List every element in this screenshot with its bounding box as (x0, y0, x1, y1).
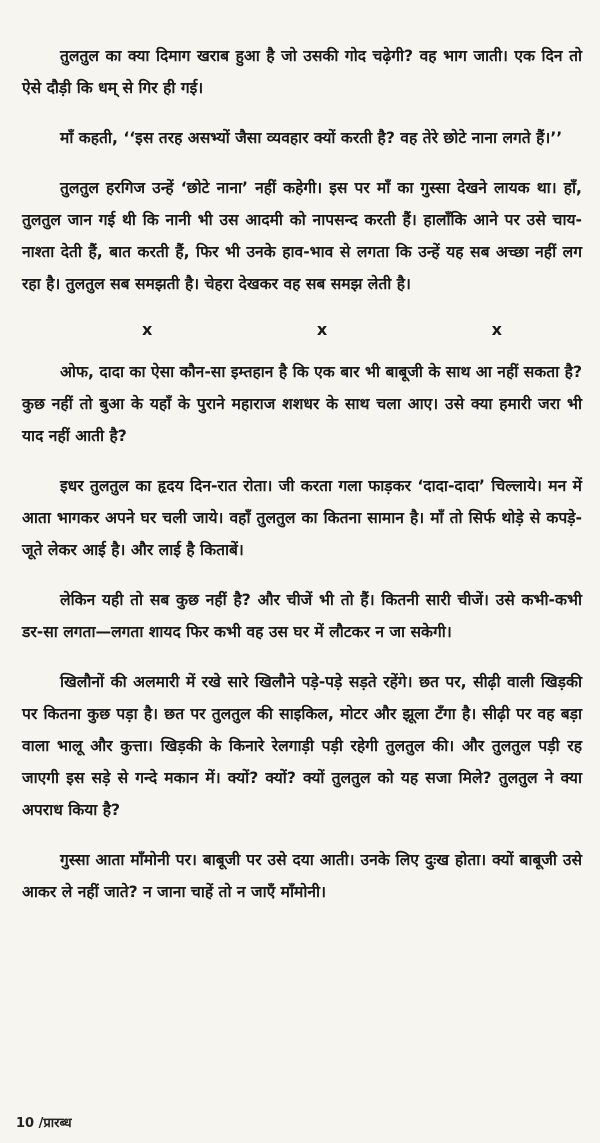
paragraph-5: इधर तुलतुल का हृदय दिन-रात रोता। जी करता गला फाड़कर ‘दादा-दादा’ चिल्लाये। मन में आता भागकर अपने घर चली जाये। वहाँ तुलतुल का कितना सामान है। माँ तो सिर्फ थोड़े से कपड़े-जूते लेकर आई है। और लाई है किताबें। (22, 477, 582, 559)
separator-mark: x (316, 320, 328, 339)
page-footer: 10 /प्रारब्ध (16, 1116, 72, 1131)
separator-mark: x (142, 320, 153, 339)
paragraph-1: तुलतुल का क्या दिमाग खराब हुआ है जो उसकी गोद चढ़ेगी? वह भाग जाती। एक दिन तो ऐसे दौड़ी कि धम् से गिर ही गई। (22, 47, 582, 97)
paragraph-7: खिलौनों की अलमारी में रखे सारे खिलौने पड़े-पड़े सड़ते रहेंगे। छत पर, सीढ़ी वाली खिड़की पर कितना कुछ पड़ा है। छत पर तुलतुल की साइकिल, मोटर और झूला टँगा है। सीढ़ी पर वह बड़ा वाला भालू और कुत्ता। खिड़की के किनारे रेलगाड़ी पड़ी रहेगी तुलतुल की। और तुलतुल पड़ी रह जाएगी इस सड़े से गन्दे मकान में। क्यों? क्यों? क्यों तुलतुल को यह सजा मिले? तुलतुल ने क्या अपराध किया है? (22, 673, 582, 819)
paragraph-8: गुस्सा आता माँमोनी पर। बाबूजी पर उसे दया आती। उनके लिए दुःख होता। क्यों बाबूजी उसे आकर ले नहीं जाते? न जाना चाहें तो न जाएँ माँमोनी। (22, 851, 582, 901)
paragraph-6: लेकिन यही तो सब कुछ नहीं है? और चीजें भी तो हैं। कितनी सारी चीजें। उसे कभी-कभी डर-सा लगता—लगता शायद फिर कभी वह उस घर में लौटकर न जा सकेगी। (22, 591, 582, 641)
section-separator (102, 318, 502, 342)
separator-mark: x (491, 320, 502, 339)
paragraph-4: ओफ, दादा का ऐसा कौन-सा इम्तहान है कि एक बार भी बाबूजी के साथ आ नहीं सकता है? कुछ नहीं तो बुआ के यहाँ के पुराने महाराज शशधर के साथ चला आए। उसे क्या हमारी जरा भी याद नहीं आती है? (22, 363, 582, 445)
paragraph-2: माँ कहती, ‘‘इस तरह असभ्यों जैसा व्यवहार क्यों करती है? वह तेरे छोटे नाना लगते हैं।’’ (60, 129, 563, 147)
paragraph-3: तुलतुल हरगिज उन्हें ‘छोटे नाना’ नहीं कहेगी। इस पर माँ का गुस्सा देखने लायक था। हाँ, तुलतुल जान गई थी कि नानी भी उस आदमी को नापसन्द करती हैं। हालाँकि आने पर उसे चाय-नाश्ता देती हैं, बात करती हैं, फिर भी उनके हाव-भाव से लगता कि उन्हें यह सब अच्छा नहीं लग रहा है। तुलतुल सब समझती है। चेहरा देखकर वह सब समझ लेती है। (22, 179, 582, 293)
